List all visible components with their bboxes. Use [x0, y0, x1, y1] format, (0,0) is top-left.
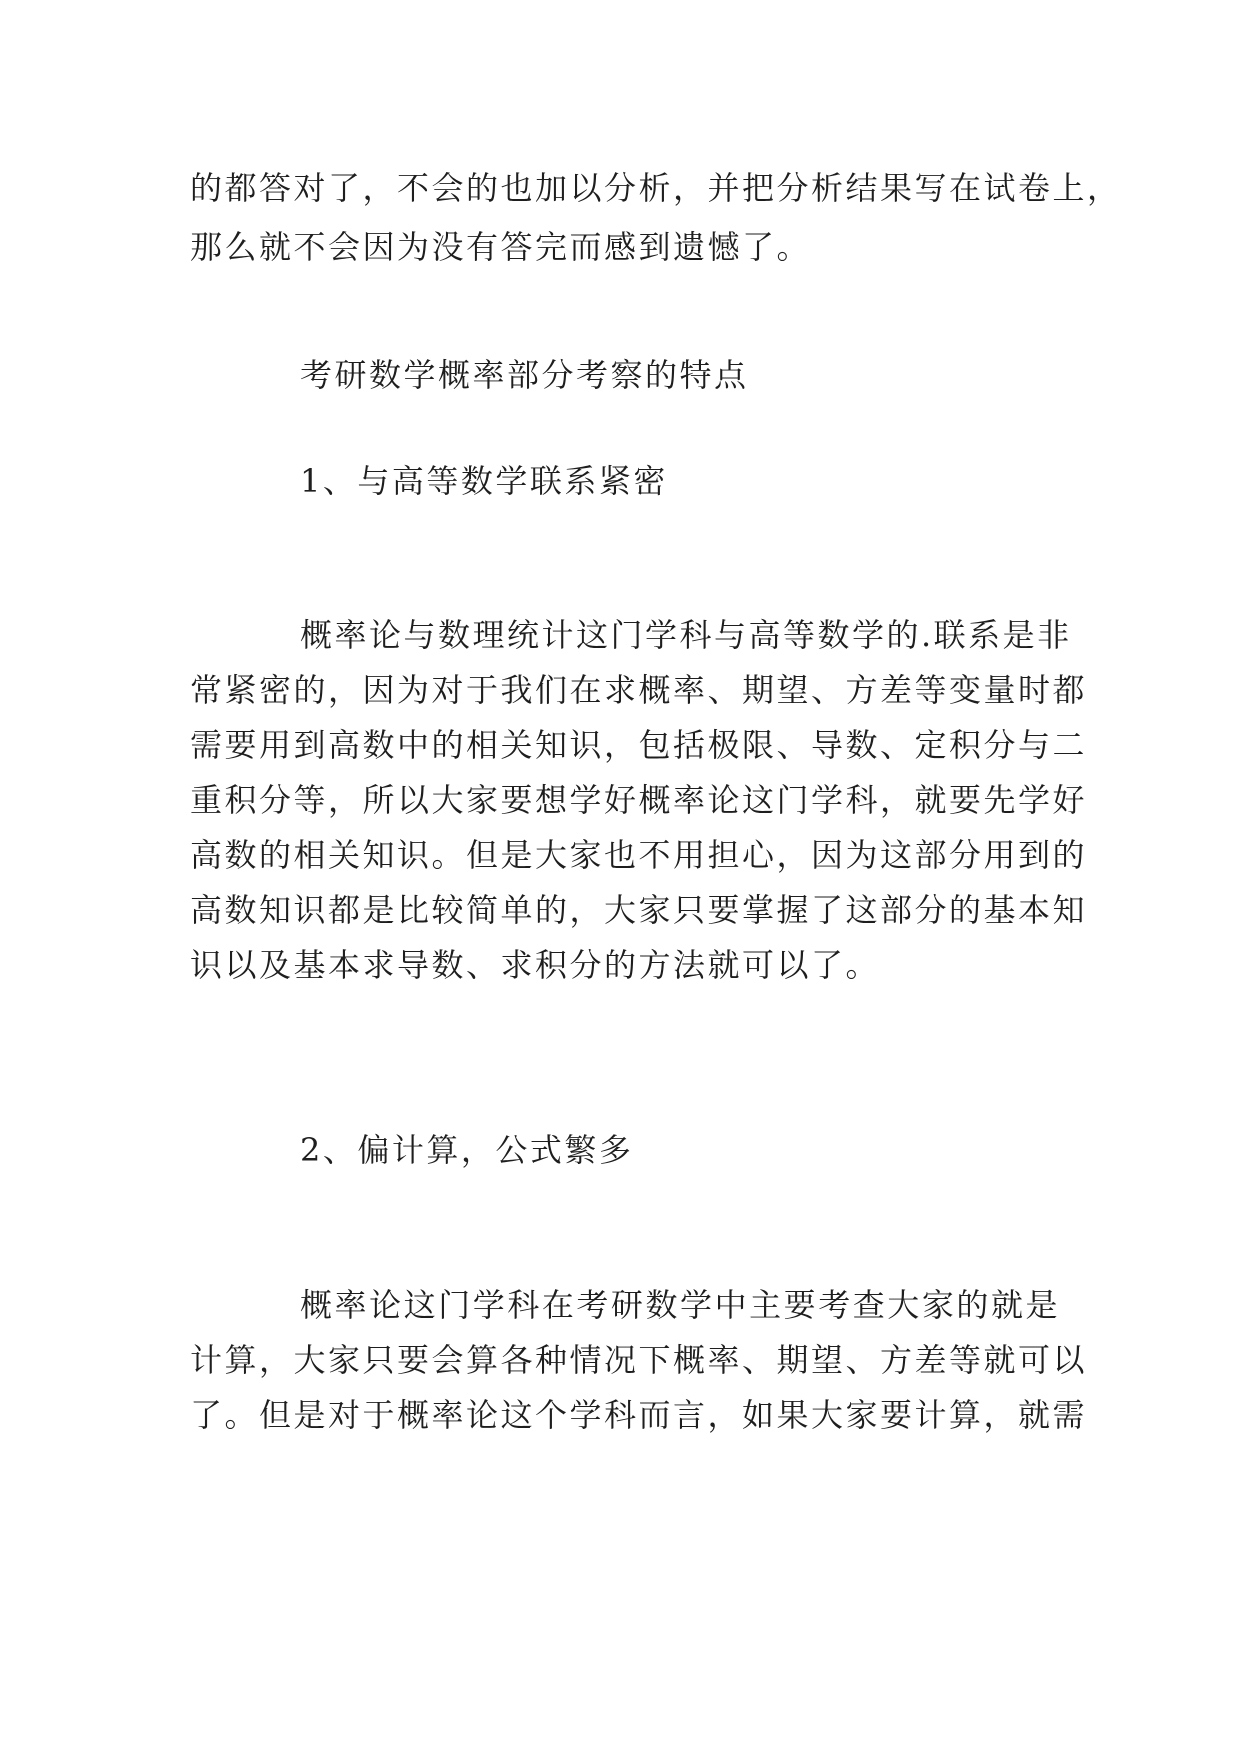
section2-line-1: 概率论这门学科在考研数学中主要考查大家的就是 [300, 1286, 1060, 1324]
section2-line-2: 计算，大家只要会算各种情况下概率、期望、方差等就可以 [190, 1341, 1088, 1379]
section1-heading: 1、与高等数学联系紧密 [300, 462, 668, 500]
section1-line-7: 识以及基本求导数、求积分的方法就可以了。 [190, 946, 881, 984]
section-title: 考研数学概率部分考察的特点 [300, 356, 749, 394]
section2-line-3: 了。但是对于概率论这个学科而言，如果大家要计算，就需 [190, 1396, 1088, 1434]
section1-line-1: 概率论与数理统计这门学科与高等数学的.联系是非 [300, 616, 1072, 654]
intro-line-1: 的都答对了，不会的也加以分析，并把分析结果写在试卷上， [190, 169, 1122, 207]
section1-line-2: 常紧密的，因为对于我们在求概率、期望、方差等变量时都 [190, 671, 1088, 709]
intro-line-2: 那么就不会因为没有答完而感到遗憾了。 [190, 228, 812, 266]
section2-heading: 2、偏计算，公式繁多 [300, 1131, 634, 1169]
section1-line-3: 需要用到高数中的相关知识，包括极限、导数、定积分与二 [190, 726, 1088, 764]
section1-line-6: 高数知识都是比较简单的，大家只要掌握了这部分的基本知 [190, 891, 1088, 929]
section1-line-4: 重积分等，所以大家要想学好概率论这门学科，就要先学好 [190, 781, 1088, 819]
section1-line-5: 高数的相关知识。但是大家也不用担心，因为这部分用到的 [190, 836, 1088, 874]
